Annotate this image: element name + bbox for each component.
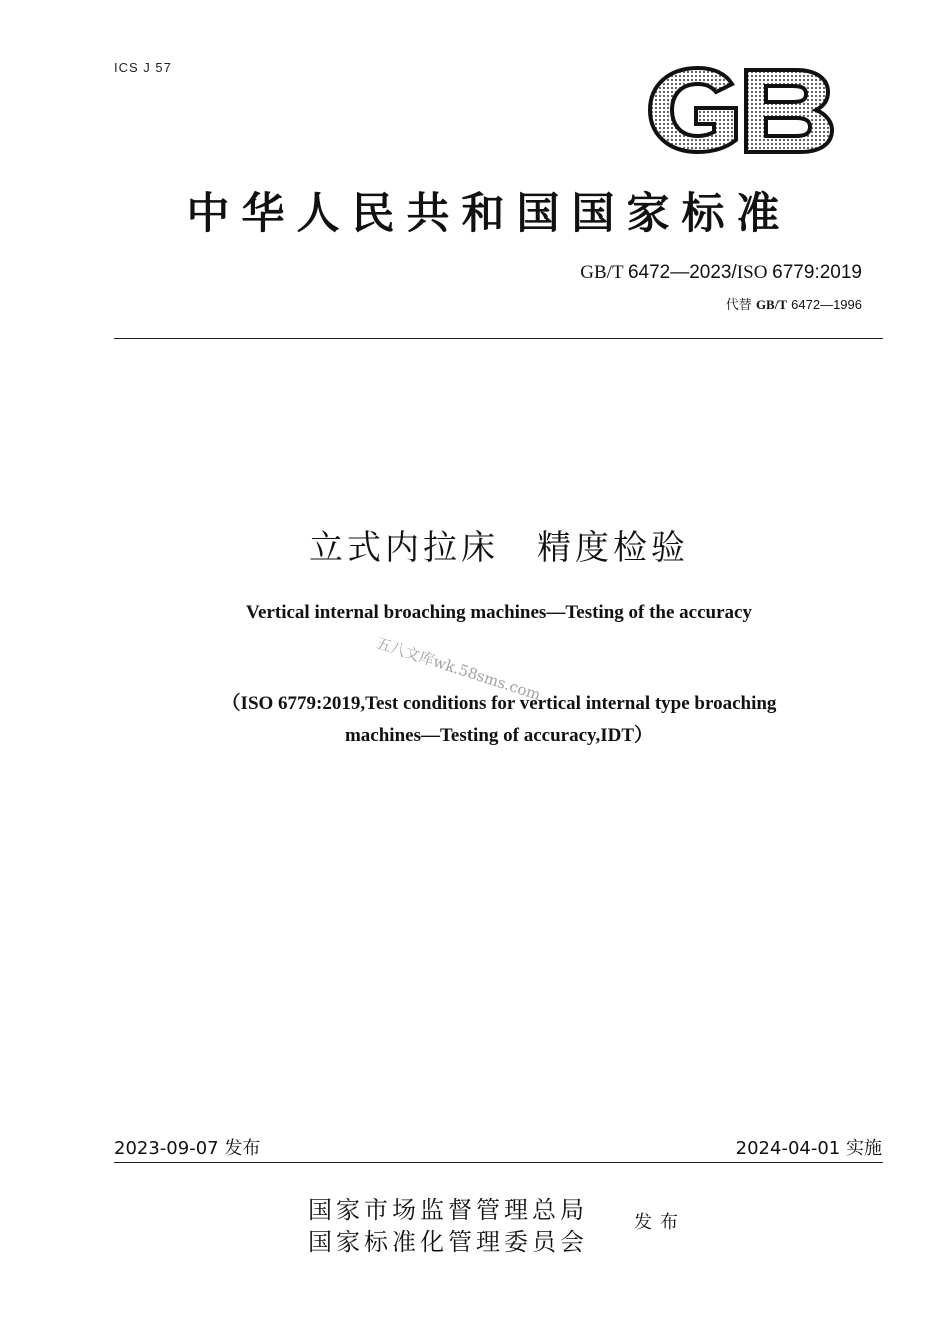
implement-date-value: 2024-04-01 [735, 1138, 841, 1159]
replaces-num: 6472—1996 [791, 297, 862, 312]
standard-no-iso: ISO [736, 262, 768, 283]
watermark: 五八文库wk.58sms.com [373, 633, 543, 705]
standard-name: 中华人民共和国国家标准 [186, 189, 792, 239]
iso-reference-line2: machines—Testing of accuracy,IDT） [344, 725, 654, 746]
standard-no-iso-num: 6779:2019 [772, 262, 862, 283]
replaces-gb: GB/T [755, 297, 788, 312]
bottom-divider [114, 1162, 883, 1163]
publish-label: 发布 [634, 1212, 686, 1233]
standard-no-num: 6472—2023/ [627, 262, 737, 283]
issue-date-value: 2023-09-07 [114, 1138, 219, 1159]
title-english: Vertical internal broaching machines—Testing of the accuracy [246, 602, 752, 623]
ccs-code: ICS J 57 [114, 60, 172, 75]
iso-reference-line1: （ISO 6779:2019,Test conditions for vertical internal type broaching [221, 693, 777, 714]
implement-label: 实施 [846, 1138, 882, 1159]
standard-no-gb: GB/T [580, 262, 624, 283]
issue-date [114, 1134, 260, 1160]
issuer-samr: 国家市场监督管理总局 [308, 1196, 588, 1224]
gb-logo-icon [646, 66, 836, 154]
issuer-sac: 国家标准化管理委员会 [308, 1228, 588, 1256]
implement-date [736, 1134, 882, 1160]
standard-number [580, 262, 862, 284]
replaces-prefix: 代替 [725, 298, 752, 313]
replaces-line [726, 294, 862, 313]
title-chinese: 立式内拉床 精度检验 [309, 528, 689, 568]
issue-label: 发布 [224, 1138, 261, 1159]
top-divider [114, 338, 883, 339]
